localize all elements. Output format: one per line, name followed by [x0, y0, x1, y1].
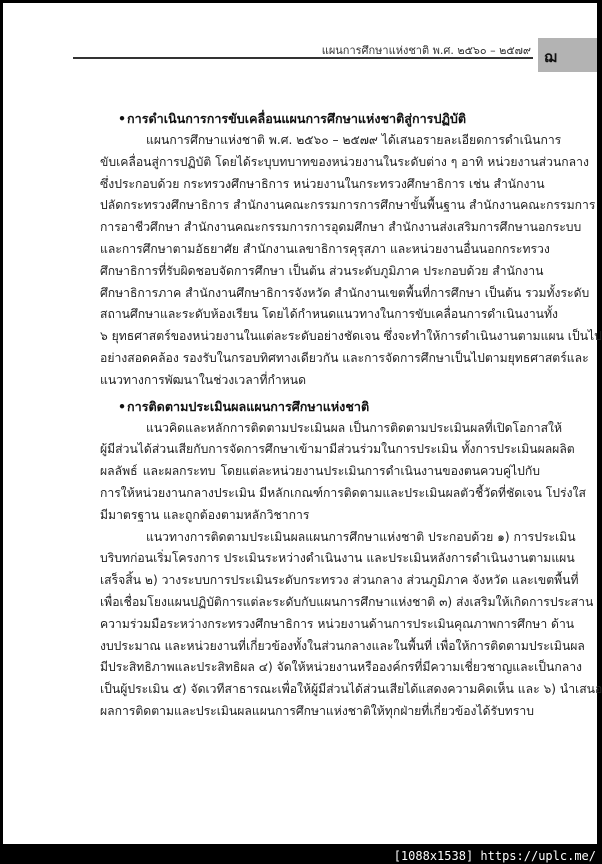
paragraph-line: ผลการติดตามและประเมินผลแผนการศึกษาแห่งชาติให้ทุกฝ่ายที่เกี่ยวข้องได้รับทราบ — [100, 703, 534, 718]
document-body — [100, 107, 602, 723]
section-heading — [100, 395, 540, 418]
paragraph-line: ศึกษาธิการภาค สำนักงานศึกษาธิการจังหวัด สำนักงานเขตพื้นที่การศึกษา เป็นต้น รวมทั้งระดับ — [100, 285, 590, 300]
running-header-title: แผนการศึกษาแห่งชาติ พ.ศ. ๒๕๖๐ – ๒๕๗๙ — [321, 44, 531, 57]
section-heading — [100, 107, 540, 130]
paragraph-line: บริบทก่อนเริ่มโครงการ ประเมินระหว่างดำเนินงาน และประเมินหลังการดำเนินงานตามแผน — [100, 551, 575, 566]
paragraph-line: เพื่อเชื่อมโยงแผนปฏิบัติการแต่ละระดับกับแผนการศึกษาแห่งชาติ ๓) ส่งเสริมให้เกิดการประสาน — [100, 594, 594, 609]
paragraph-line: การให้หน่วยงานกลางประเมิน มีหลักเกณฑ์การติดตามและประเมินผลตัวชี้วัดที่ชัดเจน โปร่งใส — [100, 485, 586, 500]
paragraph-line: มีประสิทธิภาพและประสิทธิผล ๔) จัดให้หน่วยงานหรือองค์กรที่มีความเชี่ยวชาญและเป็นกลาง — [100, 660, 583, 675]
paragraph-line: แนวคิดและหลักการติดตามประเมินผล เป็นการติดตามประเมินผลที่เปิดโอกาสให้ — [146, 420, 563, 435]
paragraph-line: ผลลัพธ์ และผลกระทบ โดยแต่ละหน่วยงานประเมินการดำเนินงานของตนควบคู่ไปกับ — [100, 464, 540, 479]
paragraph-line: เป็นผู้ประเมิน ๕) จัดเวทีสาธารณะเพื่อให้ผู้มีส่วนได้ส่วนเสียได้แสดงความคิดเห็น และ ๖) นำเสนอ — [100, 682, 602, 697]
paragraph-line: งบประมาณ และหน่วยงานที่เกี่ยวข้องทั้งในส่วนกลางและในพื้นที่ เพื่อให้การติดตามประเมินผล — [100, 638, 585, 653]
paragraph-line: ขับเคลื่อนสู่การปฏิบัติ โดยได้ระบุบทบาทของหน่วยงานในระดับต่าง ๆ อาทิ หน่วยงานส่วนกลาง — [100, 154, 589, 169]
paragraph-line: เสร็จสิ้น ๒) วางระบบการประเมินระดับกระทรวง ส่วนกลาง ส่วนภูมิภาค จังหวัด และเขตพื้นที่ — [100, 573, 579, 588]
page-number: ฌ — [544, 48, 557, 66]
section-heading-text: การดำเนินการการขับเคลื่อนแผนการศึกษาแห่งชาติสู่การปฏิบัติ — [127, 111, 467, 126]
paragraph-line: ผู้มีส่วนได้ส่วนเสียกับการจัดการศึกษาเข้ามามีส่วนร่วมในการประเมิน ทั้งการประเมินผลผลิต — [100, 442, 575, 457]
paragraph-line: มีมาตรฐาน และถูกต้องตามหลักวิชาการ — [100, 507, 310, 522]
paragraph-line: อย่างสอดคล้อง รองรับในกรอบทิศทางเดียวกัน และการจัดการศึกษาเป็นไปตามยุทธศาสตร์และ — [100, 350, 589, 365]
header-rule — [73, 57, 533, 59]
paragraph-line: แนวทางการพัฒนาในช่วงเวลาที่กำหนด — [100, 372, 307, 387]
paragraph-line: ๖ ยุทธศาสตร์ของหน่วยงานในแต่ละระดับอย่างชัดเจน ซึ่งจะทำให้การดำเนินงานตามแผน เป็นไป — [100, 329, 602, 344]
paragraph-line: ความร่วมมือระหว่างกระทรวงศึกษาธิการ หน่วยงานด้านการประเมินคุณภาพการศึกษา ด้าน — [100, 616, 575, 631]
page-number-tab — [538, 38, 597, 72]
bullet-icon: • — [118, 398, 127, 414]
paragraph-line: ปลัดกระทรวงศึกษาธิการ สำนักงานคณะกรรมการการศึกษาขั้นพื้นฐาน สำนักงานคณะกรรมการ — [100, 198, 596, 213]
paragraph-line: สถานศึกษาและระดับห้องเรียน โดยได้กำหนดแนวทางในการขับเคลื่อนการดำเนินงานทั้ง — [100, 307, 558, 322]
document-page — [3, 3, 602, 844]
image-size-watermark: [1088x1538] https://uplc.me/ — [393, 849, 596, 863]
paragraph-line: แผนการศึกษาแห่งชาติ พ.ศ. ๒๕๖๐ – ๒๕๗๙ ได้เสนอรายละเอียดการดำเนินการ — [146, 133, 562, 147]
paragraph-line: การอาชีวศึกษา สำนักงานคณะกรรมการการอุดมศึกษา สำนักงานส่งเสริมการศึกษานอกระบบ — [100, 220, 582, 235]
section-heading-text: การติดตามประเมินผลแผนการศึกษาแห่งชาติ — [127, 398, 370, 414]
paragraph-line: แนวทางการติดตามประเมินผลแผนการศึกษาแห่งชาติ ประกอบด้วย ๑) การประเมิน — [146, 529, 576, 544]
paragraph-line: ศึกษาธิการที่รับผิดชอบจัดการศึกษา เป็นต้น ส่วนระดับภูมิภาค ประกอบด้วย สำนักงาน — [100, 263, 544, 278]
bullet-icon: • — [118, 111, 127, 126]
paragraph-line: และการศึกษาตามอัธยาศัย สำนักงานเลขาธิการคุรุสภา และหน่วยงานอื่นนอกกระทรวง — [100, 241, 550, 256]
paragraph-line: ซึ่งประกอบด้วย กระทรวงศึกษาธิการ หน่วยงานในกระทรวงศึกษาธิการ เช่น สำนักงาน — [100, 176, 545, 191]
